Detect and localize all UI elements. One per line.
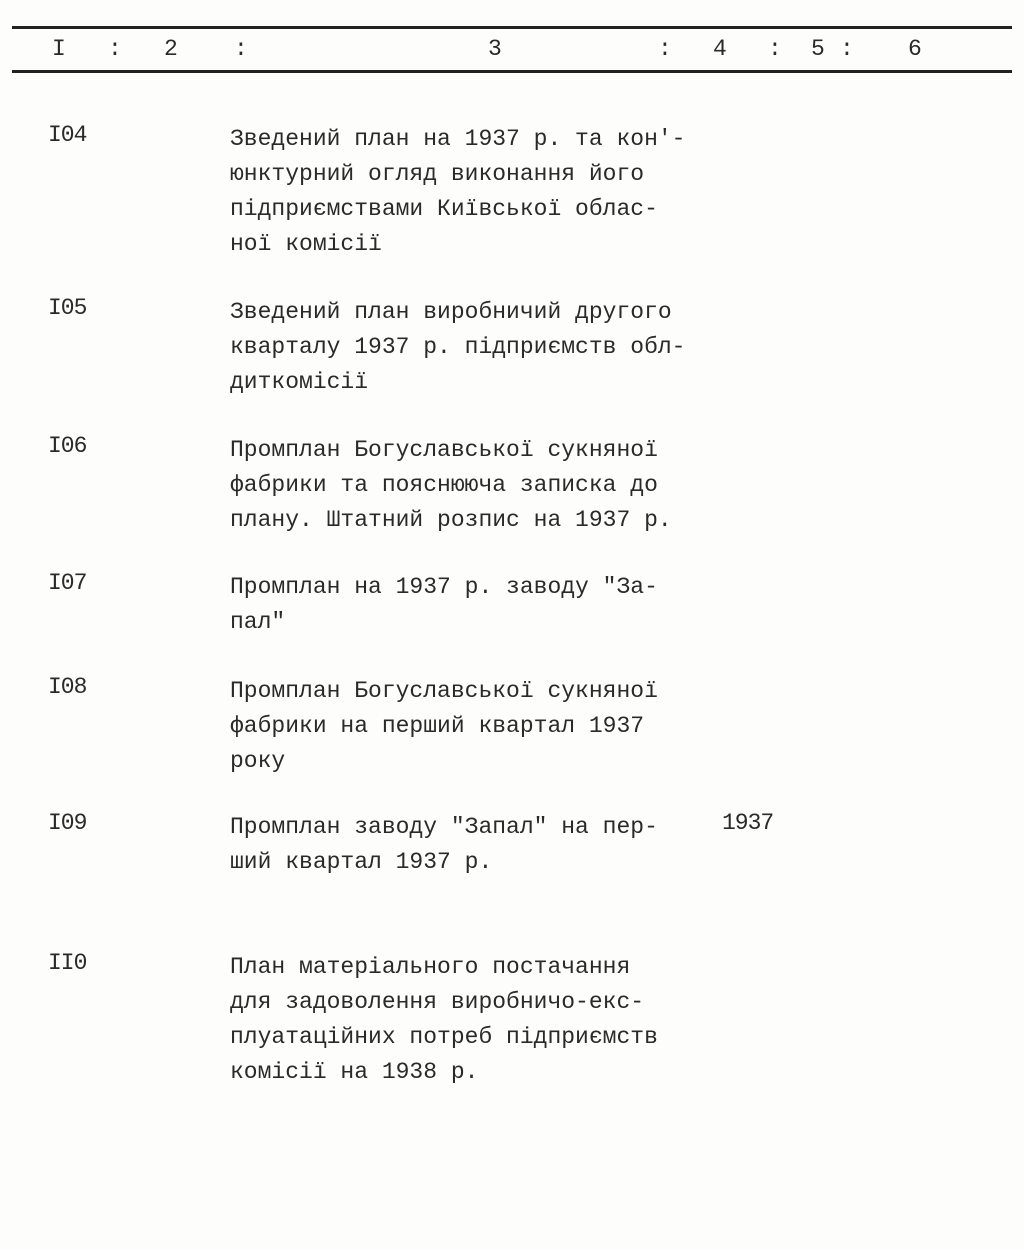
column-header-1: I <box>52 36 66 62</box>
entry-year: 1937 <box>722 810 774 836</box>
column-separator: : <box>768 36 782 62</box>
entry-description-line: року <box>230 748 286 774</box>
entry-description-line: фабрики та пояснююча записка до <box>230 472 658 498</box>
entry-description-line: Промплан заводу "Запал" на пер- <box>230 814 658 840</box>
header-top-rule <box>12 26 1012 29</box>
entry-description-line: юнктурний огляд виконання його <box>230 161 645 187</box>
header-bottom-rule <box>12 70 1012 73</box>
column-header-4: 4 <box>713 36 727 62</box>
entry-description-line: для задоволення виробничо-екс- <box>230 989 645 1015</box>
column-separator: : <box>658 36 672 62</box>
entry-description-line: Промплан на 1937 р. заводу "За- <box>230 574 658 600</box>
entry-description-line: Зведений план виробничий другого <box>230 299 672 325</box>
entry-description-line: комісії на 1938 р. <box>230 1059 479 1085</box>
entry-description-line: кварталу 1937 р. підприємств обл- <box>230 334 686 360</box>
entry-description-line: диткомісії <box>230 369 369 395</box>
column-header-3: 3 <box>488 36 502 62</box>
entry-number: I04 <box>48 122 87 148</box>
entry-description-line: фабрики на перший квартал 1937 <box>230 713 645 739</box>
entry-description-line: Промплан Богуславської сукняної <box>230 678 658 704</box>
entry-description-line: Промплан Богуславської сукняної <box>230 437 658 463</box>
entry-description-line: ший квартал 1937 р. <box>230 849 493 875</box>
column-header-5: 5 <box>811 36 825 62</box>
entry-description-line: плуатаційних потреб підприємств <box>230 1024 658 1050</box>
entry-number: I06 <box>48 433 87 459</box>
entry-number: I09 <box>48 810 87 836</box>
column-header-6: 6 <box>908 36 922 62</box>
column-separator: : <box>234 36 248 62</box>
column-separator: : <box>840 36 854 62</box>
entry-description-line: Зведений план на 1937 р. та кон'- <box>230 126 686 152</box>
column-header-2: 2 <box>164 36 178 62</box>
entry-number: II0 <box>48 950 87 976</box>
entry-description-line: пал" <box>230 609 286 635</box>
entry-number: I07 <box>48 570 87 596</box>
entry-description-line: ної комісії <box>230 231 382 257</box>
entry-description-line: План матеріального постачання <box>230 954 631 980</box>
column-separator: : <box>108 36 122 62</box>
entry-number: I05 <box>48 295 87 321</box>
entry-number: I08 <box>48 674 87 700</box>
entry-description-line: плану. Штатний розпис на 1937 р. <box>230 507 672 533</box>
entry-description-line: підприємствами Київської облас- <box>230 196 658 222</box>
